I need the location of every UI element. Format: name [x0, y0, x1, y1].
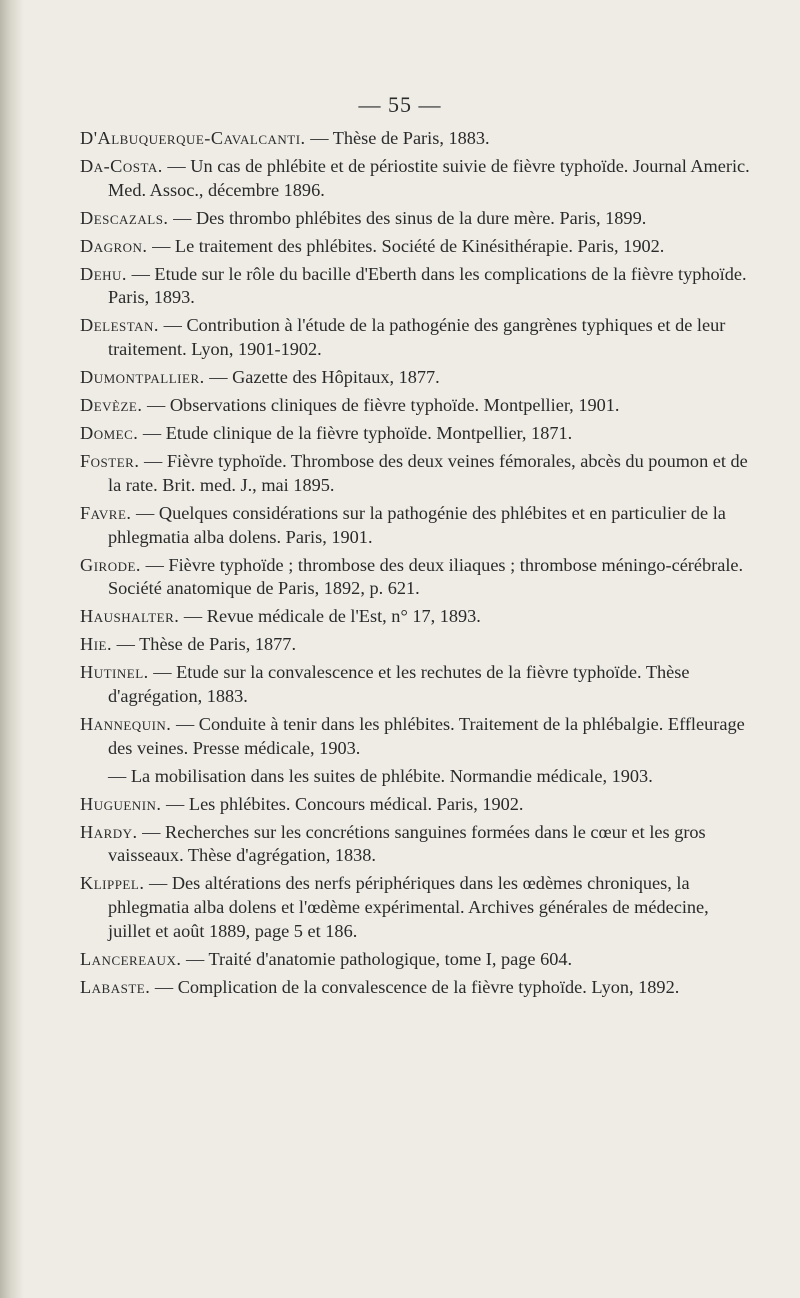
bibliography-entry: [80, 976, 750, 1000]
entry-author: Hie.: [80, 634, 113, 655]
bibliography-entry: [80, 661, 750, 709]
entry-text: — Fièvre typhoïde. Thrombose des deux veines fémorales, abcès du poumon et de la rate. Brit. med. J., mai 1895.: [108, 450, 748, 495]
entry-author: Huguenin.: [80, 793, 162, 814]
entry-author: Delestan.: [80, 315, 160, 336]
entry-text: — Thèse de Paris, 1883.: [305, 128, 490, 148]
bibliography-entry: [80, 314, 750, 362]
bibliography-entry: [80, 235, 750, 259]
bibliography-entry: [80, 263, 750, 311]
entry-text: — Thèse de Paris, 1877.: [112, 634, 297, 655]
entry-text: — Recherches sur les concrétions sanguines formées dans le cœur et les gros vaisseaux. Thèse d'agrégation, 1838.: [108, 821, 706, 866]
entry-text: — Contribution à l'étude de la pathogénie des gangrènes typhiques et de leur traitement. Lyon, 1901-1902.: [108, 315, 726, 360]
entry-text: — Etude clinique de la fièvre typhoïde. Montpellier, 1871.: [138, 422, 573, 443]
entry-author: Labaste.: [80, 977, 151, 997]
entry-author: Da-Costa.: [80, 155, 163, 176]
bibliography-entry: [80, 422, 750, 446]
entry-author: Hannequin.: [80, 713, 172, 734]
entry-author: Dehu.: [80, 263, 127, 284]
entry-text: — Complication de la convalescence de la fièvre typhoïde. Lyon, 1892.: [150, 977, 680, 997]
entry-author: Klippel.: [80, 873, 145, 894]
entry-author: Dumontpallier.: [80, 367, 205, 388]
entry-author: Favre.: [80, 502, 132, 523]
entry-author: D'Albuquerque-Cavalcanti.: [80, 128, 306, 148]
bibliography-list: [80, 127, 750, 1004]
entry-author: Dagron.: [80, 235, 148, 256]
bibliography-entry: [80, 713, 750, 761]
entry-author: Descazals.: [80, 207, 169, 228]
bibliography-entry: [80, 155, 750, 203]
page-number: — 55 —: [358, 92, 442, 117]
entry-text: — Quelques considérations sur la pathogénie des phlébites et en particulier de la phlegmatia alba dolens. Paris, 1901.: [108, 502, 726, 547]
entry-author: Girode.: [80, 554, 141, 575]
bibliography-entry: [80, 127, 750, 151]
bibliography-entry: [80, 872, 750, 944]
entry-text: — Des altérations des nerfs périphériques dans les œdèmes chroniques, la phlegmatia alba dolens et l'œdème expérimental. Archives générales de médecine, juillet et août 1889, page 5 et 186.: [108, 873, 709, 942]
entry-text: — Etude sur le rôle du bacille d'Eberth dans les complications de la fièvre typhoïde. Paris, 1893.: [108, 263, 747, 308]
bibliography-entry: [80, 207, 750, 231]
entry-text: — Conduite à tenir dans les phlébites. Traitement de la phlébalgie. Effleurage des veines. Presse médicale, 1903.: [108, 713, 745, 758]
bibliography-entry: [80, 366, 750, 390]
entry-author: Domec.: [80, 422, 139, 443]
page-binding-shadow: [0, 0, 24, 1298]
bibliography-entry: [80, 605, 750, 629]
entry-text: — Un cas de phlébite et de périostite suivie de fièvre typhoïde. Journal Americ. Med. Assoc., décembre 1896.: [108, 155, 750, 200]
entry-text: — Observations cliniques de fièvre typhoïde. Montpellier, 1901.: [142, 395, 620, 416]
bibliography-entry: [80, 394, 750, 418]
entry-author: Devèze.: [80, 395, 143, 416]
bibliography-entry: [80, 450, 750, 498]
entry-text: — Traité d'anatomie pathologique, tome I, page 604.: [181, 949, 573, 970]
entry-text: — Etude sur la convalescence et les rechutes de la fièvre typhoïde. Thèse d'agrégation, 1883.: [108, 662, 690, 707]
entry-text: — Gazette des Hôpitaux, 1877.: [204, 367, 440, 388]
entry-author: Hutinel.: [80, 662, 149, 683]
entry-text: — Les phlébites. Concours médical. Paris, 1902.: [161, 793, 524, 814]
entry-text: — Fièvre typhoïde ; thrombose des deux iliaques ; thrombose méningo-cérébrale. Société anatomique de Paris, 1892, p. 621.: [108, 554, 744, 599]
entry-text: — Des thrombo phlébites des sinus de la dure mère. Paris, 1899.: [168, 207, 647, 228]
entry-author: Lancereaux.: [80, 949, 182, 970]
entry-text: — Le traitement des phlébites. Société de Kinésithérapie. Paris, 1902.: [147, 235, 665, 256]
bibliography-entry: [80, 554, 750, 602]
bibliography-entry: [80, 793, 750, 817]
entry-author: Hardy.: [80, 821, 138, 842]
bibliography-entry: [80, 821, 750, 869]
bibliography-entry: [80, 948, 750, 972]
entry-author: Haushalter.: [80, 606, 180, 627]
bibliography-entry: [80, 502, 750, 550]
bibliography-entry: [80, 633, 750, 657]
entry-text: — Revue médicale de l'Est, n° 17, 1893.: [179, 606, 481, 627]
bibliography-continuation: — La mobilisation dans les suites de phlébite. Normandie médicale, 1903.: [108, 765, 653, 786]
entry-author: Foster.: [80, 450, 140, 471]
